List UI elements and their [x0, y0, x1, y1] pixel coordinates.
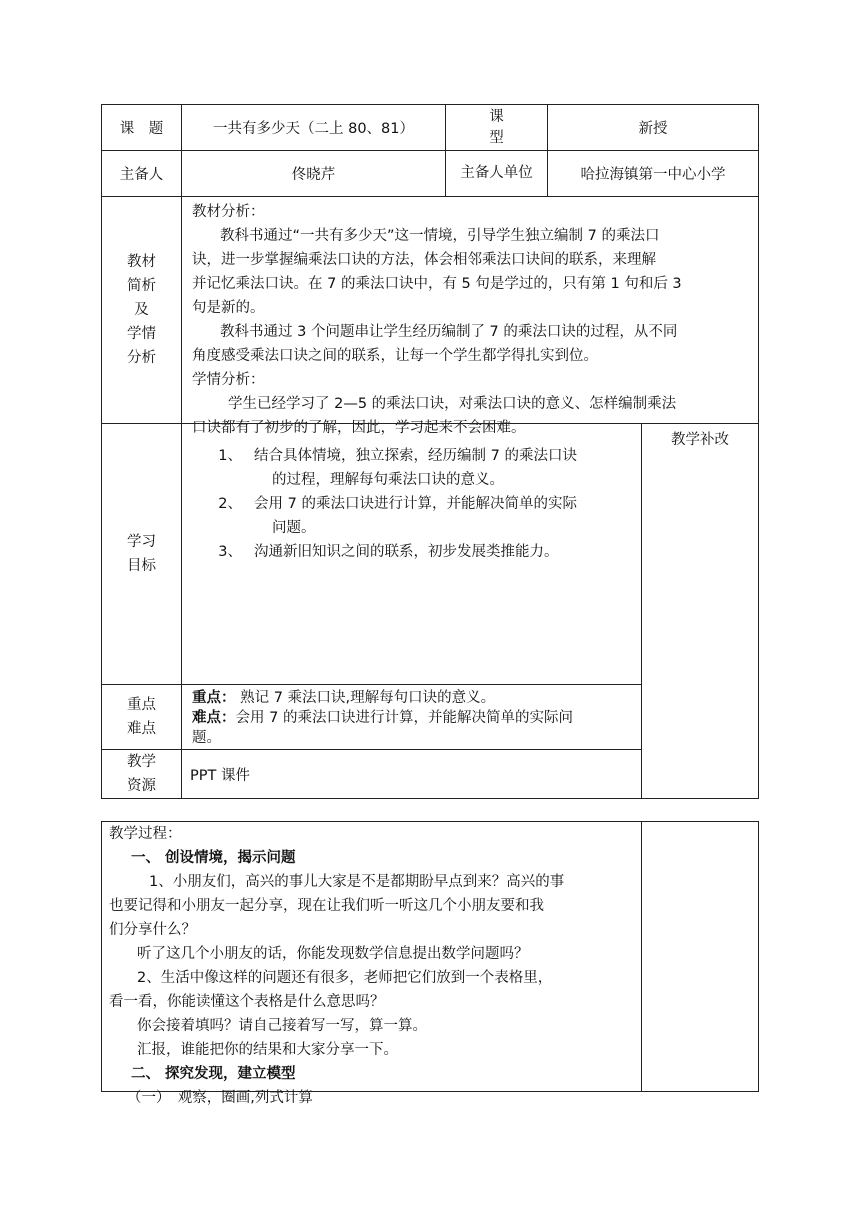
material-p2-line: 角度感受乘法口诀之间的联系，让每一个学生都学得扎实到位。 — [192, 348, 598, 364]
material-title: 教材分析： — [192, 204, 265, 220]
difficult-point-text: 会用 7 的乘法口诀进行计算，并能解决简单的实际问 — [235, 710, 573, 726]
objective-line: 问题。 — [272, 520, 316, 536]
process-content-cell — [101, 821, 642, 1106]
resources-content-cell — [181, 749, 642, 799]
objectives-label-line: 学习 — [127, 534, 156, 550]
author-value: 佟晓芹 — [291, 167, 336, 183]
analysis-label-line: 教材 — [127, 254, 156, 270]
analysis-content-cell — [181, 196, 759, 436]
author-label: 主备人 — [119, 167, 164, 183]
section-heading: 二、 探究发现，建立模型 — [131, 1066, 296, 1082]
difficult-point-text-cont: 题。 — [192, 730, 221, 746]
process-paragraph: 汇报，谁能把你的结果和大家分享一下。 — [137, 1042, 398, 1058]
author-value-cell — [181, 150, 446, 197]
process-paragraph-line: 看一看，你能读懂这个表格是什么意思吗？ — [109, 994, 385, 1010]
keypoints-content-cell — [181, 684, 642, 750]
keypoints-label-line: 难点 — [127, 721, 156, 737]
process-paragraph-line: 们分享什么？ — [109, 922, 196, 938]
student-p-line: 口诀都有了初步的了解，因此，学习起来不会困难。 — [192, 420, 526, 436]
process-notes-cell — [641, 821, 759, 1092]
objectives-content-cell — [181, 423, 642, 685]
analysis-label-line: 分析 — [127, 350, 156, 366]
resources-label-line: 资源 — [127, 778, 156, 794]
topic-value: 一共有多少天（二上 80、81） — [212, 121, 414, 137]
material-p1-line: 诀，进一步掌握编乘法口诀的方法，体会相邻乘法口诀间的联系，来理解 — [192, 252, 656, 268]
resources-value: PPT 课件 — [190, 768, 250, 784]
difficult-point — [192, 708, 635, 728]
student-p-line: 学生已经学习了 2—5 的乘法口诀，对乘法口诀的意义、怎样编制乘法 — [228, 396, 677, 412]
process-paragraph-line: 1、小朋友们，高兴的事儿大家是不是都期盼早点到来？高兴的事 — [149, 874, 565, 890]
type-label: 课型 — [489, 108, 504, 146]
process-paragraph: 听了这几个小朋友的话，你能发现数学信息提出数学问题吗？ — [137, 946, 529, 962]
type-value-cell — [547, 104, 759, 151]
analysis-label-cell — [101, 196, 182, 424]
key-point-label: 重点： — [192, 690, 236, 706]
resources-label-cell — [101, 749, 182, 799]
unit-label-cell — [445, 150, 548, 197]
analysis-label-line: 简析 — [127, 278, 156, 294]
objectives-label-cell — [101, 423, 182, 685]
process-paragraph: 你会接着填吗？请自己接着写一写，算一算。 — [137, 1018, 427, 1034]
objective-number: 2、 — [218, 496, 242, 512]
objective-item — [182, 492, 641, 540]
supplement-label: 教学补改 — [671, 432, 729, 448]
unit-value: 哈拉海镇第一中心小学 — [580, 167, 726, 183]
objective-number: 3、 — [218, 544, 242, 560]
topic-label: 课 题 — [119, 121, 164, 137]
material-p1-line: 句是新的。 — [192, 300, 265, 316]
keypoints-label-cell — [101, 684, 182, 750]
type-label-cell — [445, 104, 548, 151]
keypoints-label-line: 重点 — [127, 697, 156, 713]
subsection-heading: （一） 观察，圈画,列式计算 — [127, 1090, 313, 1106]
key-point — [192, 688, 635, 708]
objective-line: 的过程，理解每句乘法口诀的意义。 — [272, 472, 504, 488]
objective-line: 会用 7 的乘法口诀进行计算，并能解决简单的实际 — [254, 496, 577, 512]
analysis-label-line: 学情 — [127, 326, 156, 342]
difficult-point-label: 难点： — [192, 710, 236, 726]
process-paragraph-line: 2、生活中像这样的问题还有很多，老师把它们放到一个表格里， — [137, 970, 553, 986]
section-heading: 一、 创设情境，揭示问题 — [131, 850, 296, 866]
student-title: 学情分析： — [192, 372, 265, 388]
material-p2-line: 教科书通过 3 个问题串让学生经历编制了 7 的乘法口诀的过程，从不同 — [220, 324, 678, 340]
objective-item — [182, 540, 641, 564]
process-title: 教学过程： — [109, 826, 182, 842]
unit-label: 主备人单位 — [460, 165, 533, 181]
topic-value-cell — [181, 104, 446, 151]
supplement-cell — [641, 423, 759, 799]
analysis-label-line: 及 — [134, 302, 149, 318]
objective-number: 1、 — [218, 448, 242, 464]
resources-label-line: 教学 — [127, 754, 156, 770]
author-label-cell — [101, 150, 182, 197]
type-value: 新授 — [638, 121, 668, 137]
objectives-label-line: 目标 — [127, 558, 156, 574]
material-p1-line: 并记忆乘法口诀。在 7 的乘法口诀中，有 5 句是学过的，只有第 1 句和后 3 — [192, 276, 682, 292]
process-paragraph-line: 也要记得和小朋友一起分享，现在让我们听一听这几个小朋友要和我 — [109, 898, 544, 914]
material-p1-line: 教科书通过“一共有多少天”这一情境，引导学生独立编制 7 的乘法口 — [220, 228, 660, 244]
topic-label-cell — [101, 104, 182, 151]
unit-value-cell — [547, 150, 759, 197]
objective-line: 沟通新旧知识之间的联系，初步发展类推能力。 — [254, 544, 559, 560]
key-point-text: 熟记 7 乘法口诀,理解每句口诀的意义。 — [235, 690, 496, 706]
objective-item — [182, 444, 641, 492]
objective-line: 结合具体情境，独立探索，经历编制 7 的乘法口诀 — [254, 448, 577, 464]
